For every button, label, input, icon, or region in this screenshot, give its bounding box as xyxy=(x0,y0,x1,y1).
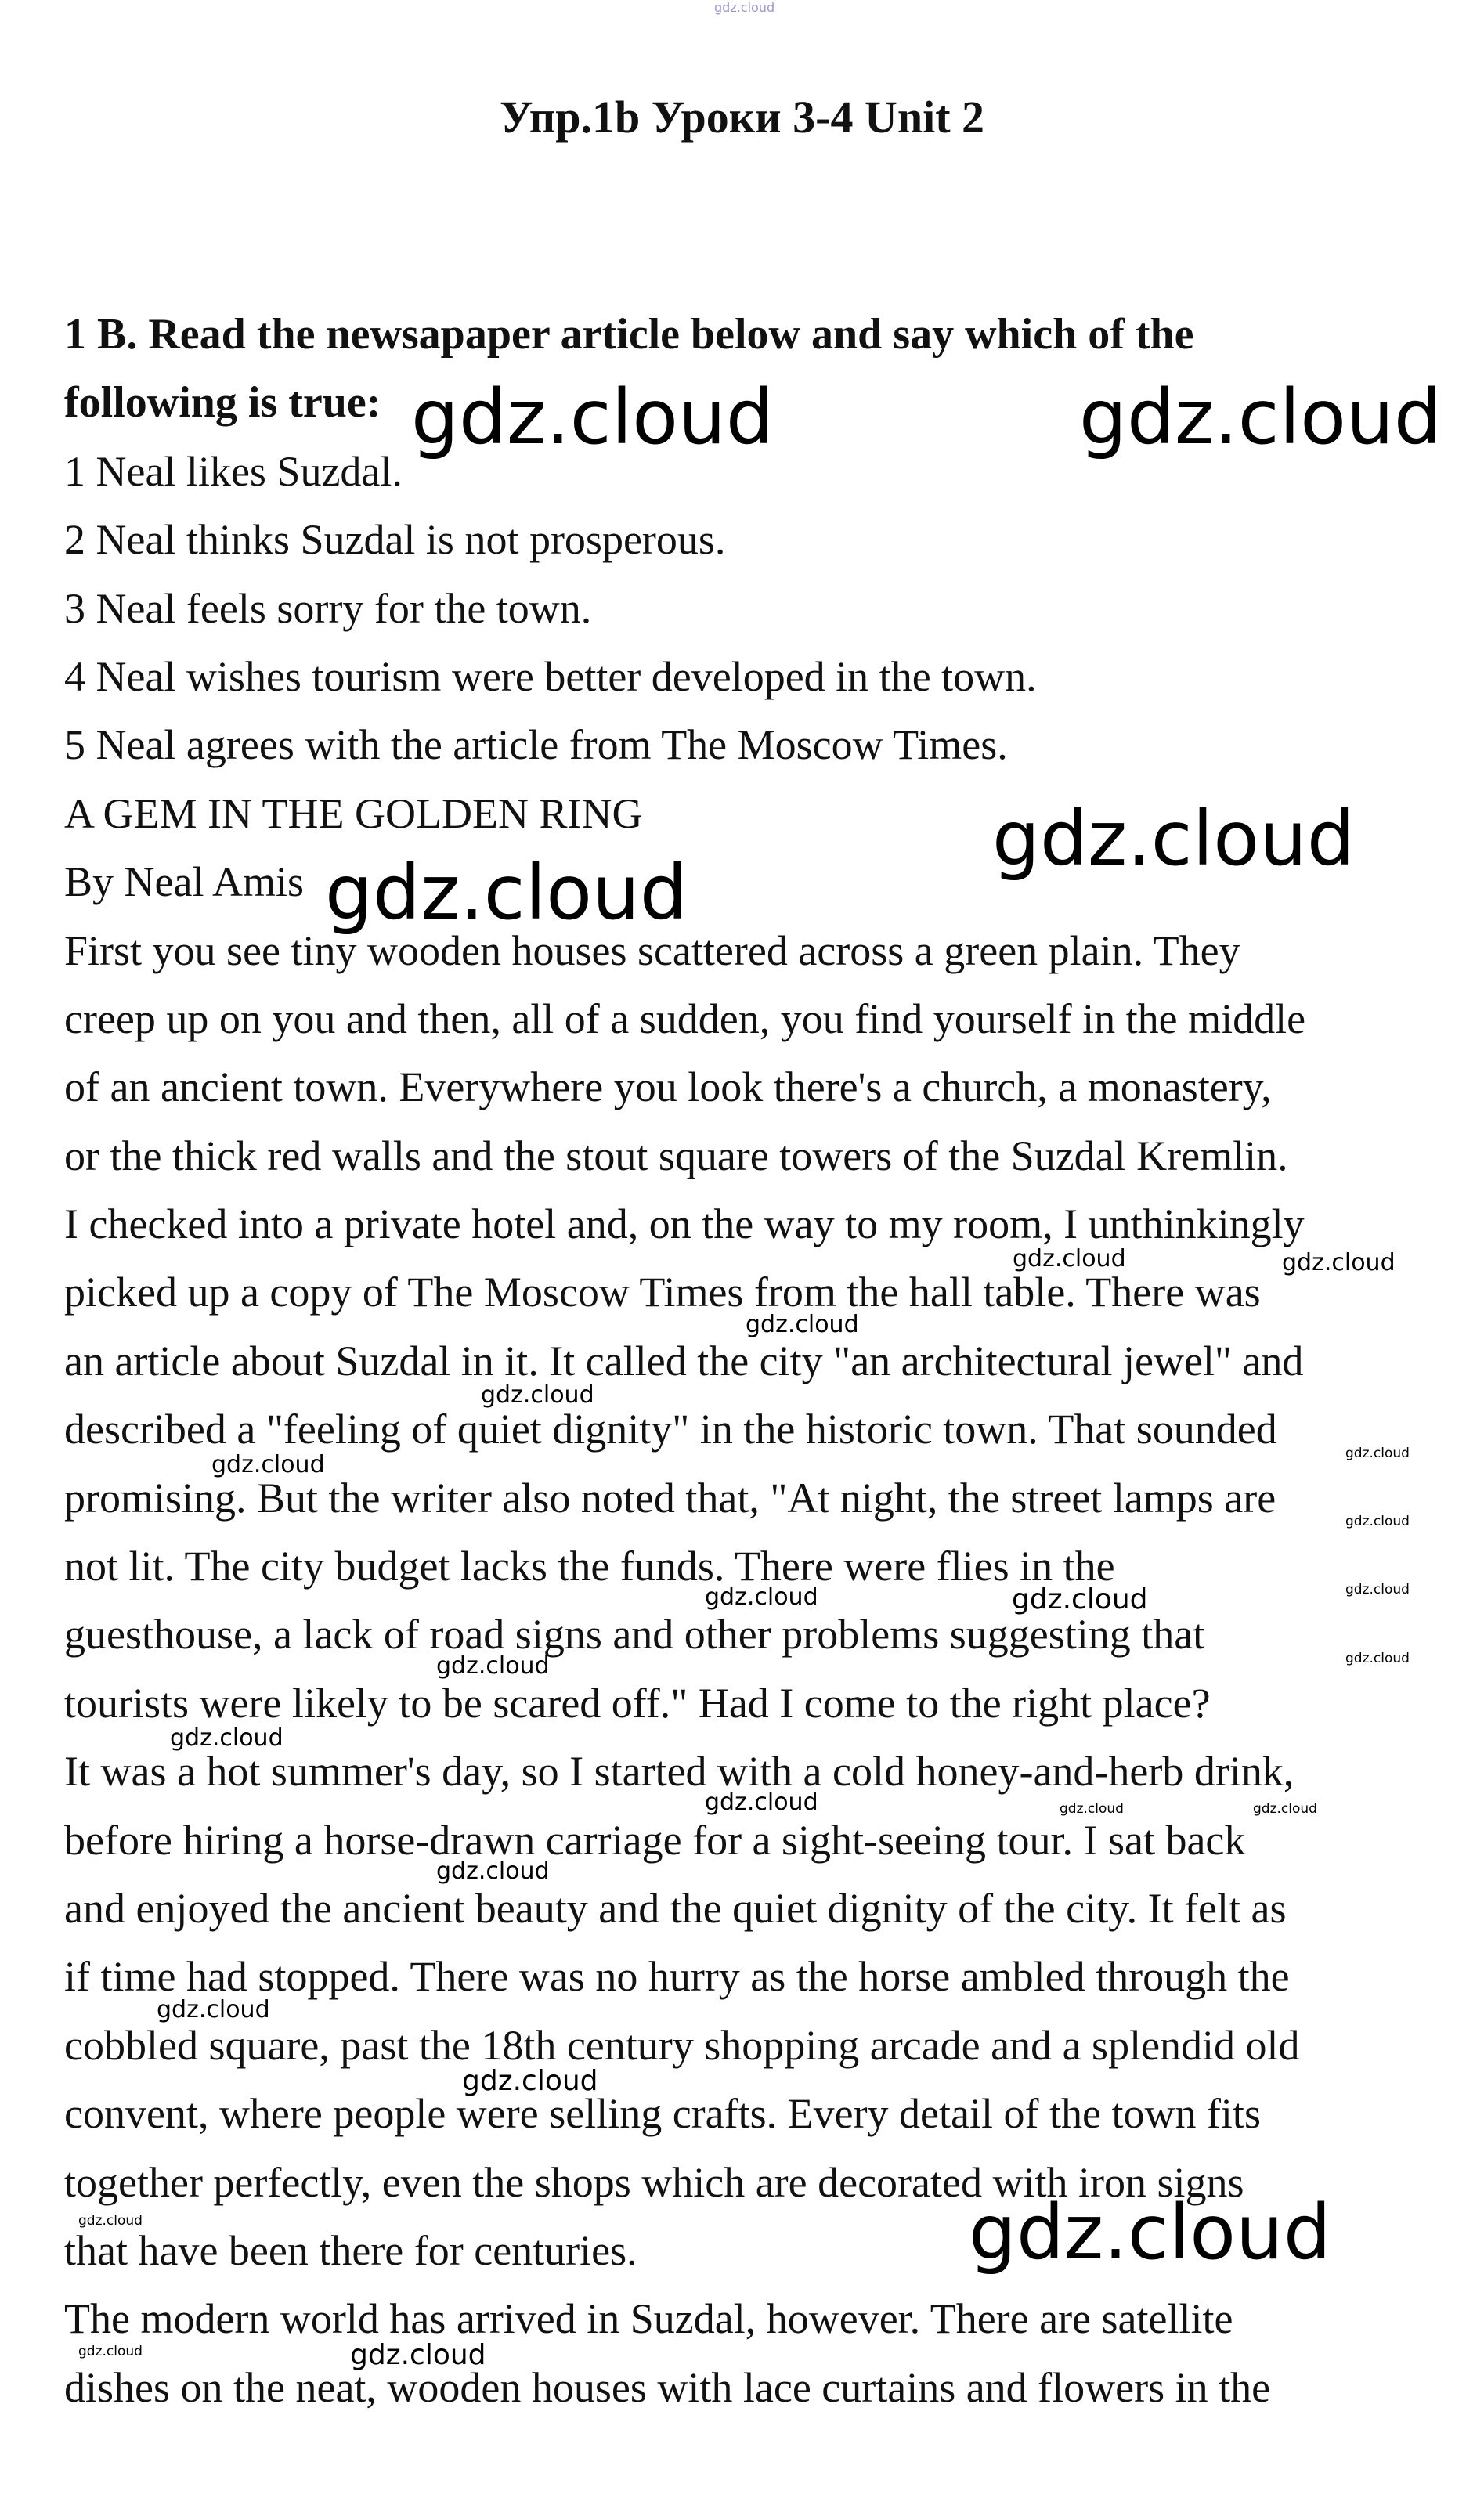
article-line: convent, where people were selling crafts. Every detail of the town fits xyxy=(64,2090,1261,2138)
watermark: gdz.cloud xyxy=(1282,1249,1396,1276)
watermark: gdz.cloud xyxy=(78,2213,143,2229)
page-title: Упр.1b Уроки 3-4 Unit 2 xyxy=(499,92,985,143)
watermark: gdz.cloud xyxy=(746,1311,859,1338)
article-line: I checked into a private hotel and, on the way to my room, I unthinkingly xyxy=(64,1200,1305,1248)
watermark: gdz.cloud xyxy=(714,0,775,15)
article-line: tourists were likely to be scared off." Had I come to the right place? xyxy=(64,1679,1211,1727)
article-title: A GEM IN THE GOLDEN RING xyxy=(64,789,643,837)
watermark: gdz.cloud xyxy=(1345,1446,1410,1461)
article-line: cobbled square, past the 18th century shopping arcade and a splendid old xyxy=(64,2021,1300,2069)
watermark: gdz.cloud xyxy=(1345,1582,1410,1597)
exercise-instruction: following is true: xyxy=(64,378,381,428)
statement-item: 2 Neal thinks Suzdal is not prosperous. xyxy=(64,516,726,564)
statement-item: 3 Neal feels sorry for the town. xyxy=(64,584,592,632)
article-line: promising. But the writer also noted that, "At night, the street lamps are xyxy=(64,1474,1276,1522)
statement-item: 1 Neal likes Suzdal. xyxy=(64,447,403,495)
watermark: gdz.cloud xyxy=(1012,1583,1148,1615)
watermark: gdz.cloud xyxy=(705,1789,818,1816)
article-line: of an ancient town. Everywhere you look there's a church, a monastery, xyxy=(64,1063,1272,1111)
watermark: gdz.cloud xyxy=(1013,1245,1126,1272)
article-line: guesthouse, a lack of road signs and other problems suggesting that xyxy=(64,1611,1205,1659)
article-line: before hiring a horse-drawn carriage for a sight-seeing tour. I sat back xyxy=(64,1816,1246,1864)
document-body xyxy=(64,301,1442,2422)
article-line: together perfectly, even the shops which are decorated with iron signs xyxy=(64,2158,1244,2206)
watermark: gdz.cloud xyxy=(481,1381,594,1409)
article-line: First you see tiny wooden houses scattered across a green plain. They xyxy=(64,926,1240,974)
watermark: gdz.cloud xyxy=(411,374,774,461)
watermark: gdz.cloud xyxy=(325,849,688,937)
watermark: gdz.cloud xyxy=(436,1857,550,1885)
article-line: picked up a copy of The Moscow Times from the hall table. There was xyxy=(64,1269,1261,1316)
watermark: gdz.cloud xyxy=(1060,1801,1124,1817)
watermark: gdz.cloud xyxy=(436,1652,550,1680)
watermark: gdz.cloud xyxy=(1253,1801,1317,1817)
article-line: or the thick red walls and the stout square towers of the Suzdal Kremlin. xyxy=(64,1132,1288,1179)
watermark: gdz.cloud xyxy=(992,795,1355,883)
article-line: not lit. The city budget lacks the funds. There were flies in the xyxy=(64,1543,1115,1590)
statement-item: 5 Neal agrees with the article from The Moscow Times. xyxy=(64,721,1008,769)
watermark: gdz.cloud xyxy=(170,1724,283,1752)
watermark: gdz.cloud xyxy=(1079,374,1442,461)
watermark: gdz.cloud xyxy=(1345,1651,1410,1666)
article-line: and enjoyed the ancient beauty and the quiet dignity of the city. It felt as xyxy=(64,1884,1287,1932)
article-line: described a "feeling of quiet dignity" in the historic town. That sounded xyxy=(64,1406,1277,1453)
watermark: gdz.cloud xyxy=(211,1451,325,1478)
article-line: an article about Suzdal in it. It called the city "an architectural jewel" and xyxy=(64,1337,1304,1384)
exercise-instruction: 1 B. Read the newsapaper article below and say which of the xyxy=(64,310,1194,359)
watermark: gdz.cloud xyxy=(157,1996,270,2023)
statement-item: 4 Neal wishes tourism were better developed in the town. xyxy=(64,652,1037,700)
watermark: gdz.cloud xyxy=(350,2339,486,2371)
article-line: creep up on you and then, all of a sudden, you find yourself in the middle xyxy=(64,995,1306,1042)
article-line: It was a hot summer's day, so I started with a cold honey-and-herb drink, xyxy=(64,1748,1294,1796)
watermark: gdz.cloud xyxy=(969,2189,1331,2276)
article-line: that have been there for centuries. xyxy=(64,2226,637,2274)
article-line: The modern world has arrived in Suzdal, however. There are satellite xyxy=(64,2295,1233,2343)
article-line: dishes on the neat, wooden houses with lace curtains and flowers in the xyxy=(64,2363,1271,2411)
watermark: gdz.cloud xyxy=(705,1583,818,1611)
watermark: gdz.cloud xyxy=(1345,1514,1410,1529)
watermark: gdz.cloud xyxy=(462,2065,598,2097)
article-line: if time had stopped. There was no hurry as the horse ambled through the xyxy=(64,1953,1290,2001)
article-byline: By Neal Amis xyxy=(64,858,304,906)
watermark: gdz.cloud xyxy=(78,2344,143,2359)
